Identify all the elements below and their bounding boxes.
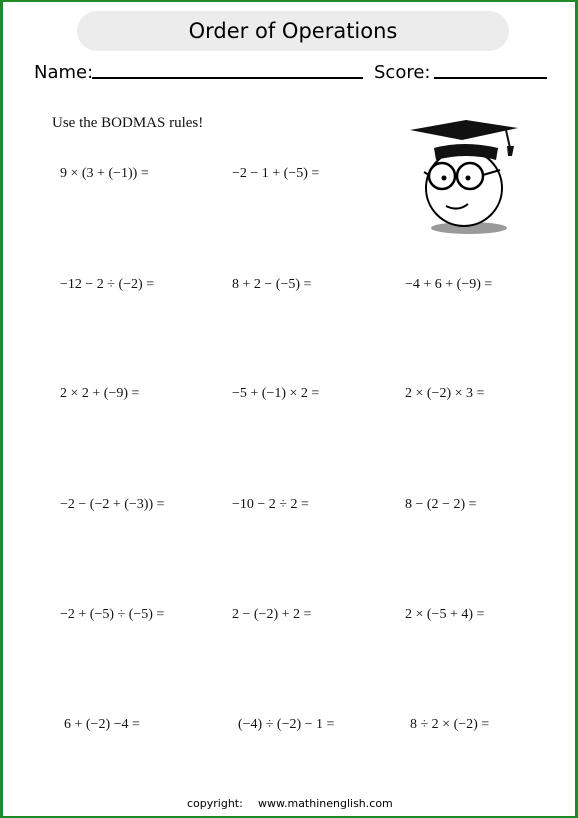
graduate-face-icon — [406, 118, 522, 240]
problem: −2 + (−5) ÷ (−5) = — [60, 607, 165, 622]
problem: −2 − (−2 + (−3)) = — [60, 497, 165, 512]
problem: −10 − 2 ÷ 2 = — [232, 497, 309, 512]
problem: 9 × (3 + (−1)) = — [60, 166, 149, 181]
problem: (−4) ÷ (−2) − 1 = — [238, 717, 335, 732]
problem: 2 − (−2) + 2 = — [232, 607, 312, 622]
score-label: Score: — [374, 62, 431, 83]
problem: −2 − 1 + (−5) = — [232, 166, 320, 181]
instructions: Use the BODMAS rules! — [52, 115, 204, 131]
problem: 8 + 2 − (−5) = — [232, 277, 312, 292]
problem: −12 − 2 ÷ (−2) = — [60, 277, 155, 292]
problem: 8 ÷ 2 × (−2) = — [410, 717, 490, 732]
problem: 2 × (−5 + 4) = — [405, 607, 485, 622]
name-label: Name: — [34, 62, 94, 83]
problem: −4 + 6 + (−9) = — [405, 277, 493, 292]
copyright-label: copyright: — [187, 797, 243, 810]
problem: 2 × (−2) × 3 = — [405, 386, 485, 401]
problem: 2 × 2 + (−9) = — [60, 386, 140, 401]
problem: −5 + (−1) × 2 = — [232, 386, 320, 401]
score-line[interactable] — [434, 77, 547, 79]
problem: 8 − (2 − 2) = — [405, 497, 477, 512]
site-link[interactable]: www.mathinenglish.com — [258, 797, 393, 810]
worksheet-title: Order of Operations — [77, 11, 509, 51]
name-line[interactable] — [92, 77, 363, 79]
problem: 6 + (−2) −4 = — [64, 717, 140, 732]
